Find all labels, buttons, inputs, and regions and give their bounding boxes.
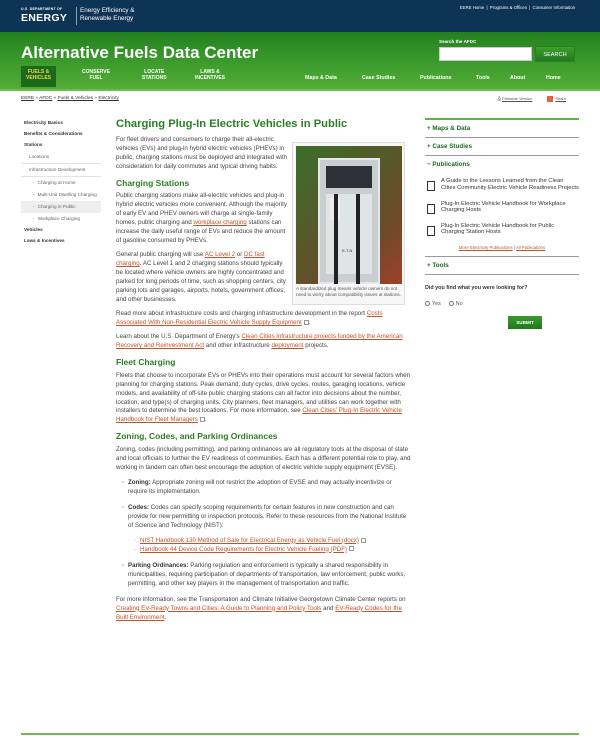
nav-label: CONSERVE <box>82 69 110 75</box>
publication-item[interactable] <box>425 178 579 191</box>
sidebar-item-multi-unit[interactable]: - Multi-Unit Dwelling Charging <box>33 192 97 197</box>
publications-list <box>425 173 579 251</box>
accordion-case-studies[interactable]: + Case Studies <box>425 138 579 156</box>
sidebar-item-workplace[interactable]: - Workplace Charging <box>33 216 80 221</box>
site-header <box>0 32 600 89</box>
list-item-codes: · Codes: Codes can specify scoping requirements for certain features in new construction and can provide for new permitting or inspection protocols. Refer to these resources from the National Institute of Science and Technology (NIST): · NIST Handbook 130 Method of Sale for Electrical Energy as Vehicle Fuel (docx) · Handbook 44 Device Code Requirements for Electric Vehicle Fueling (PDF) <box>122 504 412 555</box>
charging-station-photo <box>296 146 402 284</box>
stations-paragraph-1: Public charging stations make all-electric vehicles and plug-in hybrid electric vehicles more convenient. Although the majority of early EV and PHEV owners will charge at single-family homes, public charging and workplace charging stations can increase the daily useful range of EVs and reduce the amount of gasoline consumed by PHEVs. <box>116 192 287 245</box>
printable-link[interactable]: Printable Version <box>502 96 533 102</box>
doe-logo-small: U.S. DEPARTMENT OF <box>21 7 63 11</box>
radio-no[interactable]: No <box>449 301 463 309</box>
right-sidebar <box>425 118 579 329</box>
accordion-publications[interactable]: − Publications <box>427 161 470 169</box>
sidebar-item-charging-home[interactable]: - Charging at Home <box>33 180 76 185</box>
breadcrumb-fuels-vehicles[interactable]: Fuels & Vehicles <box>57 96 94 101</box>
site-title[interactable]: Alternative Fuels Data Center <box>21 43 259 62</box>
print-icon: ⎙ <box>497 96 503 102</box>
nav-maps-data[interactable]: Maps & Data <box>305 75 337 81</box>
share-link[interactable]: Share <box>555 96 566 102</box>
stations-paragraph-3: Read more about infrastructure costs and charging infrastructure development in the report Costs Associated With Non-Residential Electric Vehicle Supply Equipment . <box>116 310 383 327</box>
nav-label: FUELS & <box>27 69 50 75</box>
list-item-zoning: · Zoning: Appropriate zoning will not restrict the adoption of EVSE and may actually incentivize or require its implementation. <box>122 479 412 497</box>
feedback-question: Did you find what you were looking for? <box>425 285 528 292</box>
section-zoning: Zoning, Codes, and Parking Ordinances <box>116 431 278 442</box>
section-charging-stations: Charging Stations <box>116 178 190 189</box>
fleet-handbook-link[interactable]: Clean Cities' Plug-In Electric Vehicle Handbook for Fleet Managers <box>116 407 402 424</box>
left-sidebar <box>21 118 101 247</box>
sidebar-item-label: Charging at Home <box>37 180 76 185</box>
breadcrumb-afdc[interactable]: AFDC <box>39 96 53 101</box>
ev-ready-codes-link[interactable]: EV-Ready Codes for the Built Environment <box>116 604 402 621</box>
publication-title[interactable]: A Guide to the Lessons Learned from the Clean Cities Community Electric Vehicle Readiness Projects <box>441 178 579 191</box>
pdf-icon <box>304 320 309 325</box>
eere-logo[interactable] <box>80 7 134 23</box>
zoning-paragraph: Zoning, codes (including permitting), and parking ordinances are all regulatory tools at the disposal of state and local officials to further the EV readiness of communities. Each has a different potential role to play, and working in tandem can often best encourage the adoption of electric vehicle supply equipment (EVSE). <box>116 445 411 471</box>
nav-case-studies[interactable]: Case Studies <box>362 75 396 81</box>
nist-resources <box>134 537 412 555</box>
sidebar-item-label: Charging in Public <box>37 204 76 209</box>
footer-divider <box>21 733 579 735</box>
intro-paragraph: For fleet drivers and consumers to charge their all-electric vehicles (EVs) and plug-in hybrid electric vehicles (PHEVs) in public, charging stations must be deployed and integrated with consideration for daily commutes and typical driving habits. <box>116 136 287 171</box>
nav-fuels-vehicles[interactable] <box>21 66 56 87</box>
submit-button[interactable]: SUBMIT <box>508 316 542 329</box>
search-label: Search the AFDC <box>439 39 477 44</box>
ev-ready-towns-link[interactable]: Creating EV-Ready Towns and Cities: A Guide to Planning and Policy Tools <box>116 604 322 612</box>
nav-home[interactable]: Home <box>546 75 561 81</box>
eere-home-link[interactable]: EERE Home <box>459 5 485 10</box>
share-icon <box>547 96 553 102</box>
search-button[interactable]: SEARCH <box>535 46 575 62</box>
eere-line1: Energy Efficiency & <box>80 7 135 14</box>
kiosk-logo: E-T-N <box>342 248 353 253</box>
section-fleet-charging: Fleet Charging <box>116 357 176 368</box>
feedback-options <box>425 301 579 309</box>
deployment-link[interactable]: deployment <box>271 342 304 350</box>
page-title: Charging Plug-In Electric Vehicles in Public <box>116 118 348 130</box>
sidebar-item-stations[interactable]: Stations <box>24 142 43 147</box>
nav-label: FUEL <box>89 75 103 81</box>
top-links: EERE Home | Programs & Offices | Consumer Information <box>459 5 575 10</box>
more-electricity-pubs-link[interactable]: More Electricity Publications <box>458 244 513 250</box>
stations-paragraph-2: General public charging will use AC Level 2 or DC fast charging. AC Level 1 and 2 charging stations should typically be located where vehicle owners are highly concentrated and parked for long periods of time, such as shopping centers, city parking lots and garages, airports, hotels, government offices, and other businesses. <box>116 251 286 304</box>
printable-version[interactable] <box>498 96 533 102</box>
sidebar-item-infrastructure[interactable]: Infrastructure Development <box>21 164 101 177</box>
dc-fast-link[interactable]: DC fast charging <box>116 251 265 268</box>
sidebar-item-label: Multi-Unit Dwelling Charging <box>37 192 97 197</box>
page-tools <box>498 96 566 102</box>
handbook-44-link[interactable]: Handbook 44 Device Code Requirements for Electric Vehicle Fueling (PDF) <box>140 545 348 553</box>
radio-yes-circle[interactable] <box>425 301 430 306</box>
breadcrumb-electricity[interactable]: Electricity <box>98 96 119 101</box>
nav-locate-stations[interactable] <box>142 69 167 81</box>
sidebar-item-label: Workplace Charging <box>37 216 80 221</box>
sidebar-item-charging-public[interactable]: - Charging in Public <box>21 201 101 213</box>
station-figure <box>292 142 405 305</box>
charging-kiosk <box>318 158 380 284</box>
stations-paragraph-4: Learn about the U.S. Department of Energy's Clean Cities infrastructure projects funded by the American Recovery and Reinvestment Act and other infrastructure deployment projects. <box>116 333 403 350</box>
breadcrumb: EERE » AFDC » Fuels & Vehicles » Electricity <box>21 96 119 101</box>
nav-tools[interactable]: Tools <box>476 75 490 81</box>
sidebar-item-laws[interactable]: Laws & Incentives <box>24 238 65 243</box>
consumer-info-link[interactable]: Consumer Information <box>532 5 575 10</box>
nav-label: STATIONS <box>142 75 167 81</box>
programs-offices-link[interactable]: Programs & Offices <box>489 5 527 10</box>
recovery-act-link[interactable]: Clean Cities infrastructure projects funded by the American Recovery and Reinvestment Act <box>116 333 403 350</box>
pdf-icon <box>349 546 354 551</box>
nav-label: VEHICLES <box>26 75 52 81</box>
doe-top-bar <box>0 0 600 32</box>
main-content <box>116 116 412 628</box>
sidebar-item-benefits[interactable]: Benefits & Considerations <box>24 131 83 136</box>
more-publications: More Electricity Publications | All Publications <box>458 244 546 250</box>
share-button[interactable] <box>547 96 566 102</box>
logo-divider <box>76 7 77 25</box>
nav-label: LAWS & <box>200 69 220 75</box>
eere-line2: Renewable Energy <box>80 15 134 22</box>
accordion-tools[interactable]: + Tools <box>425 256 579 275</box>
ac-level2-link[interactable]: AC Level 2 <box>204 251 236 259</box>
sidebar-item-locations[interactable]: Locations <box>21 151 101 164</box>
sidebar-item-vehicles[interactable]: Vehicles <box>24 227 43 232</box>
document-icon <box>427 204 435 214</box>
publication-title[interactable]: Plug-In Electric Vehicle Handbook for Workplace Charging Hosts <box>441 200 566 214</box>
breadcrumb-eere[interactable]: EERE <box>21 96 35 101</box>
fleet-paragraph: Fleets that choose to incorporate EVs or PHEVs into their operations must account for several factors when planning for charging stations. Peak demand, duty cycles, drive cycles, routes, garaging locations, vehicle models, and availability of off-site public charging stations can all factor into decisions about the number, location, and type(s) of charging units. City planners, fleet managers, and utilities can work together with installers to determine the best locations. For more information, see Clean Cities' Plug-In Electric Vehicle Handbook for Fleet Managers . <box>116 371 411 424</box>
header-divider <box>0 89 600 91</box>
nist-130-link[interactable]: NIST Handbook 130 Method of Sale for Electrical Energy as Vehicle Fuel (docx) <box>140 536 359 544</box>
document-icon <box>427 226 435 236</box>
nav-laws-incentives[interactable] <box>195 69 225 81</box>
pdf-icon <box>200 417 205 422</box>
doe-logo[interactable]: ENERGY <box>21 12 68 24</box>
costs-report-link[interactable]: Costs Associated With Non-Residential Electric Vehicle Supply Equipment <box>116 310 383 327</box>
nav-publications[interactable]: Publications <box>420 75 452 81</box>
radio-no-circle[interactable] <box>449 301 454 306</box>
more-info-paragraph: For more information, see the Transportation and Climate Initiative Georgetown Climate Center reports on Creating EV-Ready Towns and Cities: A Guide to Planning and Policy Tools and EV-Ready Codes for the Built Environment. <box>116 595 406 621</box>
regulatory-list <box>122 479 412 589</box>
radio-yes[interactable]: Yes <box>425 301 441 309</box>
search-input[interactable] <box>439 47 532 61</box>
nav-about[interactable]: About <box>510 75 526 81</box>
nav-label: INCENTIVES <box>195 75 226 81</box>
workplace-charging-link[interactable]: workplace charging <box>193 219 247 227</box>
all-pubs-link[interactable]: All Publications <box>515 244 546 250</box>
doc-icon <box>361 538 366 543</box>
figure-caption: A standardized plug means vehicle owners do not need to worry about compatibility issues at stations. <box>296 286 401 297</box>
publication-title[interactable]: Plug-In Electric Vehicle Handbook for Public Charging Station Hosts <box>441 222 555 236</box>
document-icon <box>427 181 435 191</box>
accordion-maps-data[interactable]: + Maps & Data <box>425 118 579 138</box>
list-item-parking: · Parking Ordinances: Parking regulation and enforcement is typically a shared responsibility in municipalities, requiring participation of departments of transportation, law enforcement, public works, permitting, and other key players in the management of transportation and traffic. <box>122 562 412 589</box>
publication-item[interactable] <box>425 201 579 214</box>
sidebar-item-electricity-basics[interactable]: Electricity Basics <box>24 120 63 125</box>
publication-item[interactable] <box>425 223 579 236</box>
nav-conserve-fuel[interactable] <box>82 69 110 81</box>
nav-label: LOCATE <box>144 69 165 75</box>
